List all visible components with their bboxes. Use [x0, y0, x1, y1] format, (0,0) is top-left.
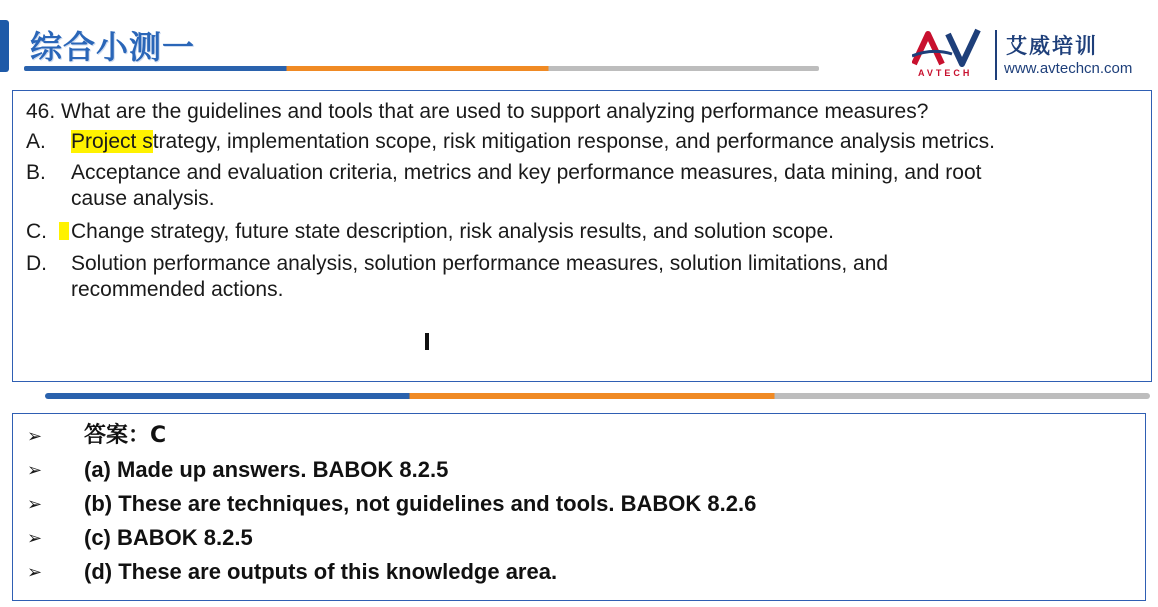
- option-a-letter: A.: [26, 130, 46, 153]
- title-underline-bar: [24, 66, 819, 71]
- arrow-bullet-icon: ➢: [27, 426, 43, 447]
- logo-subtext: AVTECH: [918, 68, 973, 78]
- question-box: [12, 90, 1152, 382]
- avtech-logo: [912, 26, 1152, 82]
- option-d-text-line2: recommended actions.: [71, 278, 284, 301]
- option-a-text: trategy, implementation scope, risk mitigation response, and performance analysis metrics.: [152, 130, 996, 153]
- explanation-b: (b) These are techniques, not guidelines and tools. BABOK 8.2.6: [84, 491, 757, 516]
- option-b-text-line2: cause analysis.: [71, 187, 215, 210]
- left-accent-bar: [0, 20, 9, 72]
- section-divider-bar: [45, 393, 1150, 399]
- arrow-bullet-icon: ➢: [27, 494, 43, 515]
- page-title: 综合小测一: [30, 29, 196, 65]
- option-b-letter: B.: [26, 161, 46, 184]
- text-cursor-icon: [425, 333, 429, 350]
- option-d-text-line1: Solution performance analysis, solution performance measures, solution limitations, and: [71, 252, 889, 275]
- explanation-c: (c) BABOK 8.2.5: [84, 525, 253, 550]
- answer-box: [12, 413, 1146, 601]
- option-b-text-line1: Acceptance and evaluation criteria, metrics and key performance measures, data mining, and root: [71, 161, 982, 184]
- option-a-highlight: Project s: [71, 130, 153, 153]
- explanation-d: (d) These are outputs of this knowledge area.: [84, 559, 558, 584]
- logo-url: www.avtechcn.com: [1004, 60, 1133, 77]
- option-a: [71, 129, 1131, 155]
- question-text: 46. What are the guidelines and tools that are used to support analyzing performance measures?: [26, 100, 929, 123]
- arrow-bullet-icon: ➢: [27, 562, 43, 583]
- logo-divider: [995, 30, 997, 80]
- answer-key: 答案：C: [84, 423, 167, 448]
- option-d-letter: D.: [26, 252, 47, 275]
- logo-chinese-name: 艾威培训: [1006, 34, 1098, 58]
- option-d: [71, 251, 1131, 303]
- highlight-mark-icon: [59, 222, 69, 240]
- option-b: [71, 160, 1131, 212]
- option-c-text: Change strategy, future state description, risk analysis results, and solution scope.: [71, 220, 835, 243]
- arrow-bullet-icon: ➢: [27, 460, 43, 481]
- explanation-a: (a) Made up answers. BABOK 8.2.5: [84, 457, 449, 482]
- option-c: [59, 219, 1119, 245]
- arrow-bullet-icon: ➢: [27, 528, 43, 549]
- option-c-letter: C.: [26, 220, 47, 243]
